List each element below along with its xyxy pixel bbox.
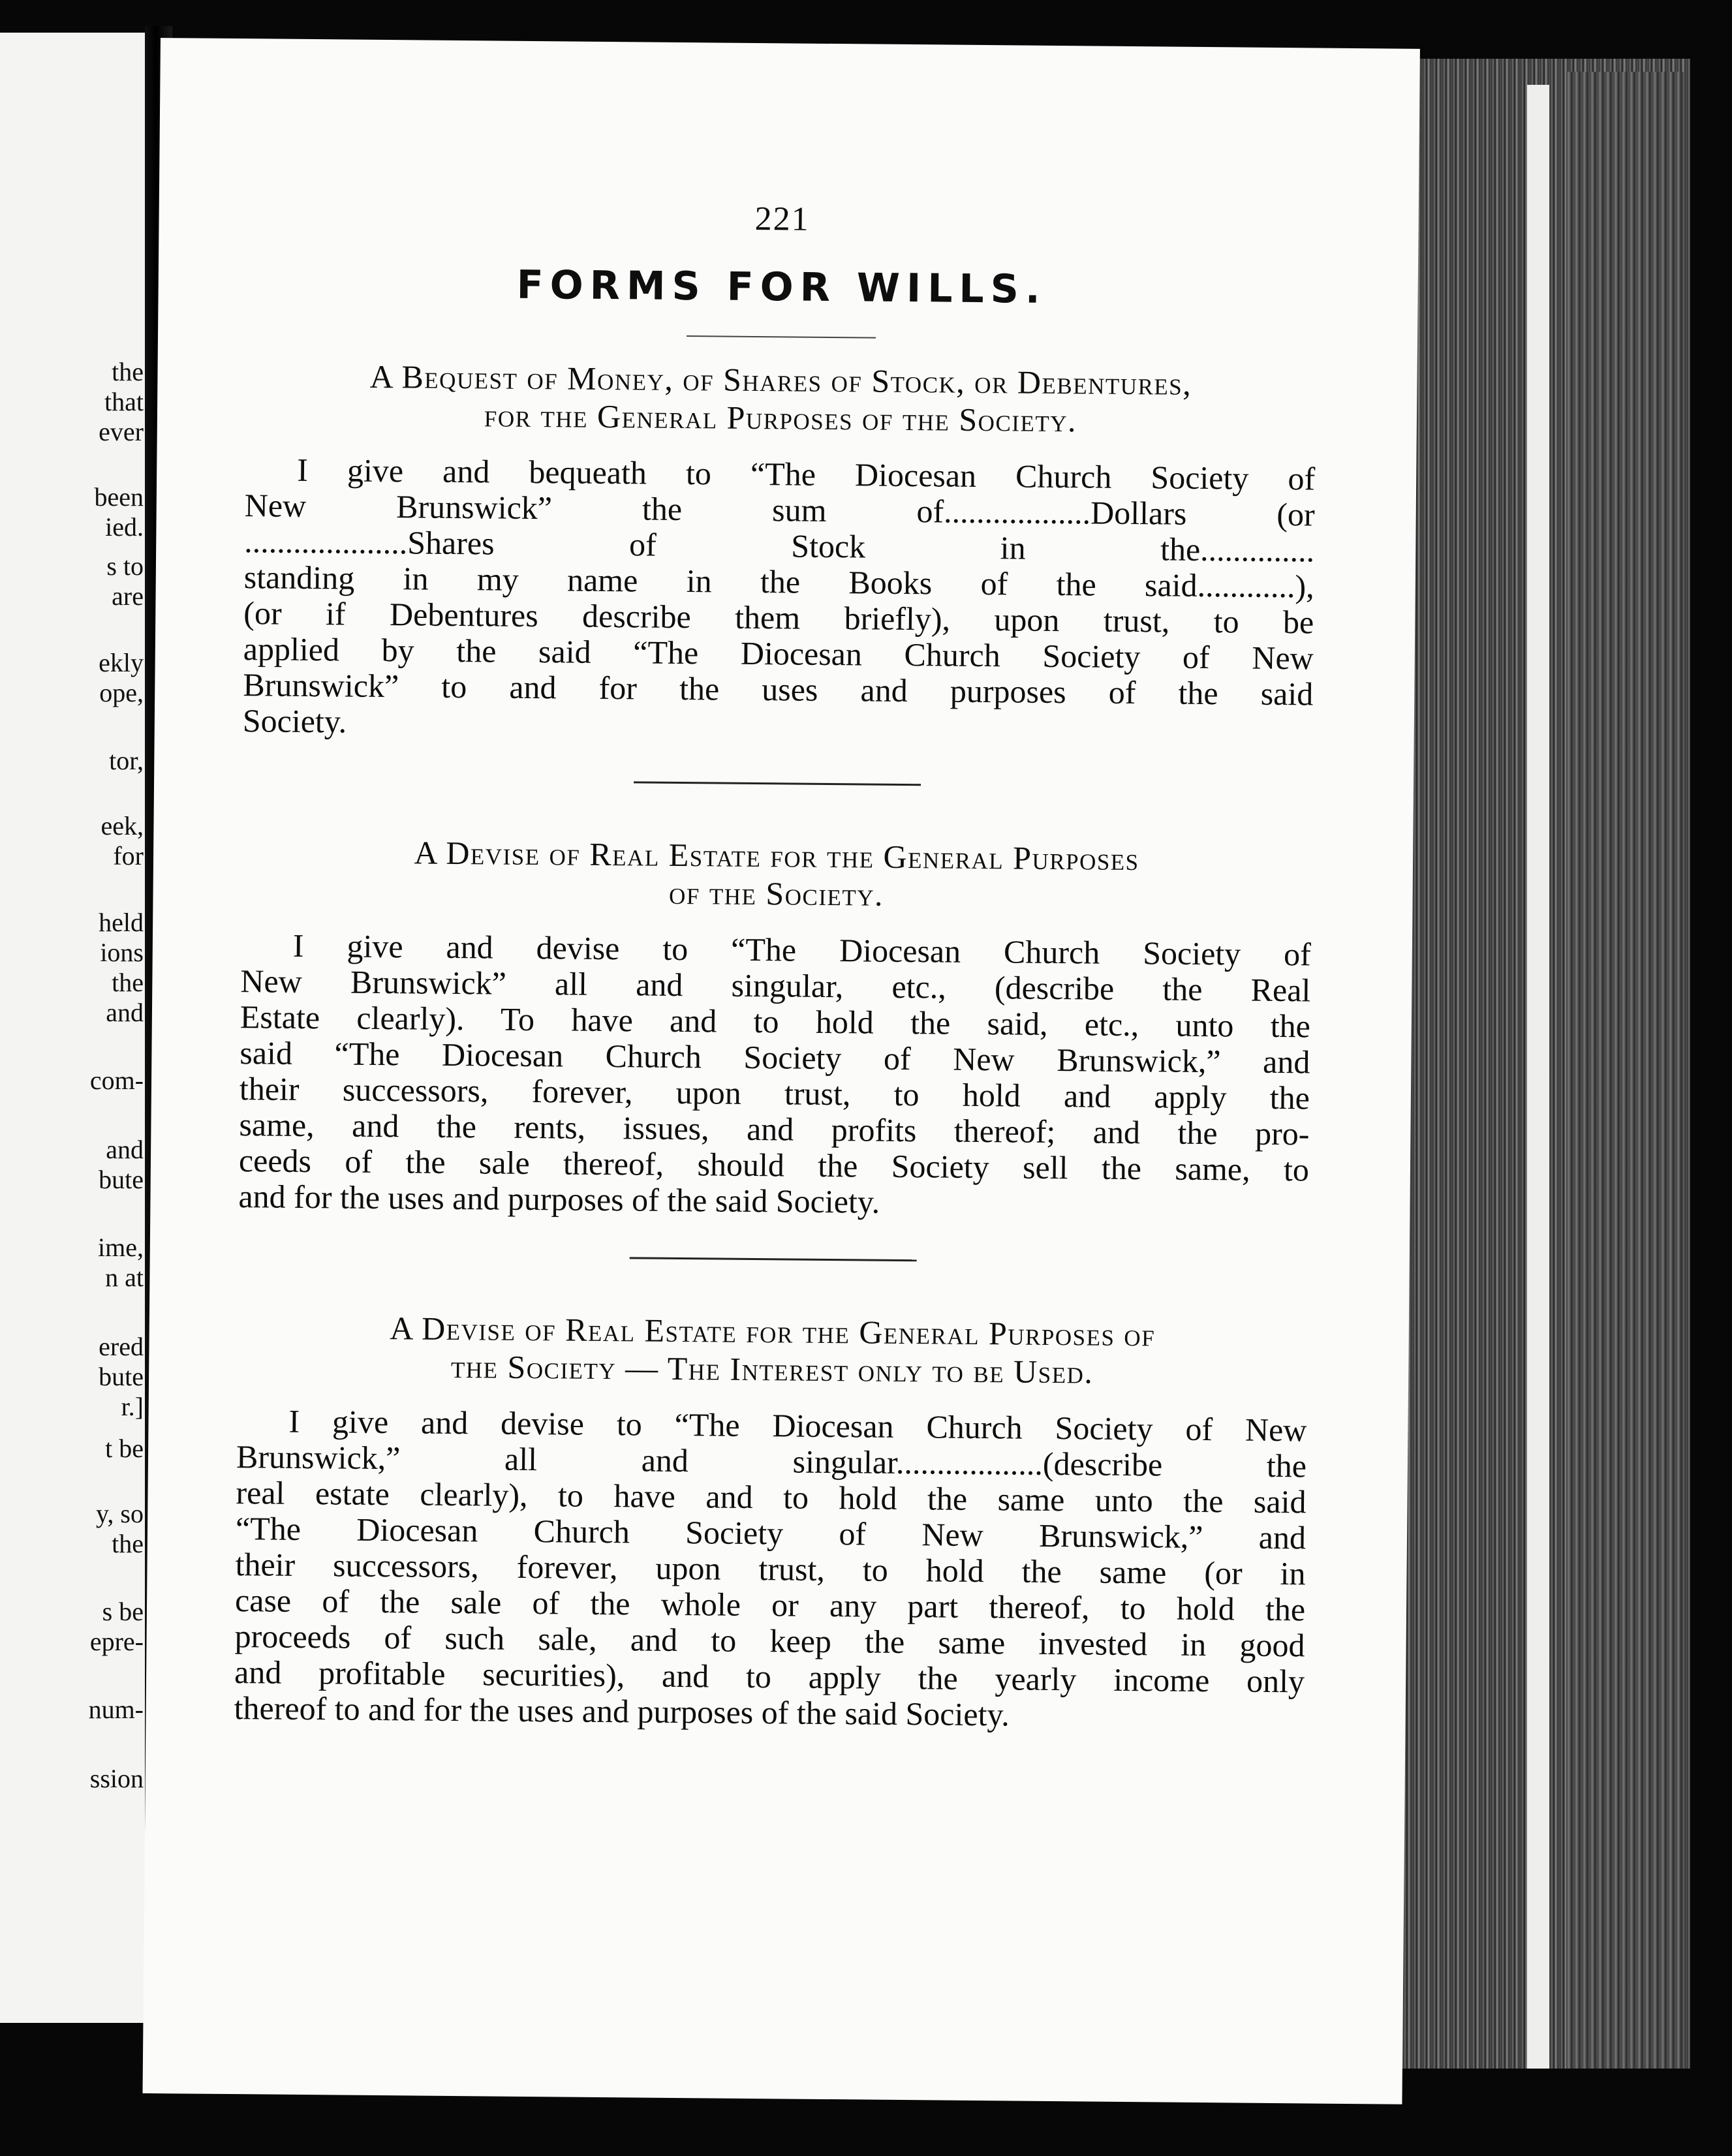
- page-edge-highlight: [1527, 85, 1549, 2069]
- left-page-fragment: for: [113, 841, 144, 870]
- heading-line: A Devise of Real Estate for the General Purposes of: [390, 1310, 1156, 1353]
- left-page-fragment: that: [104, 387, 144, 416]
- left-page-fragment: t be: [105, 1434, 144, 1463]
- section-heading: [237, 1308, 1308, 1393]
- paragraph-line: said “The Diocesan Church Society of New Brunswick,” and: [240, 1034, 1310, 1081]
- paragraph-line: their successors, forever, upon trust, to hold the same (or in: [235, 1546, 1306, 1592]
- paragraph-line: (or if Debentures describe them briefly), upon trust, to be: [243, 594, 1314, 641]
- paragraph-line: “The Diocesan Church Society of New Brunswick,” and: [235, 1510, 1307, 1556]
- paragraph-line: and profitable securities), and to apply the yearly income only: [234, 1654, 1305, 1700]
- heading-line: A Bequest of Money, of Shares of Stock, or Debentures,: [369, 358, 1192, 402]
- left-page-fragment: ssion: [89, 1764, 144, 1793]
- left-page-fragment: com-: [89, 1066, 144, 1095]
- left-page-fragment: eek,: [101, 811, 144, 840]
- left-page-fragment: and: [106, 1135, 144, 1164]
- section-bequest-of-money: [243, 356, 1316, 748]
- left-page-fragment: ime,: [98, 1233, 144, 1262]
- section-devise-interest-only: [234, 1308, 1308, 1735]
- paragraph-line: Brunswick,” all and singular..................(describe the: [236, 1438, 1307, 1485]
- left-page-fragment: s be: [102, 1597, 144, 1626]
- left-page-fragment: the: [112, 1529, 144, 1558]
- left-facing-page: [0, 33, 145, 2023]
- paragraph-line: ceeds of the sale thereof, should the Society sell the same, to: [238, 1142, 1310, 1188]
- left-page-fragment: y, so: [96, 1499, 144, 1528]
- left-page-fragment: the: [112, 357, 144, 386]
- paragraph-line: I give and devise to “The Diocesan Church Society of New: [288, 1402, 1307, 1449]
- paragraph-line: Estate clearly). To have and to hold the said, etc., unto the: [240, 998, 1311, 1045]
- left-page-fragment: ope,: [99, 678, 144, 707]
- title-divider: [687, 335, 876, 339]
- section-divider: [630, 1257, 917, 1261]
- left-page-fragment: bute: [99, 1362, 144, 1391]
- paragraph-line: I give and devise to “The Diocesan Church Society of: [292, 927, 1312, 973]
- paragraph-line: and for the uses and purposes of the said Society.: [238, 1178, 880, 1220]
- left-page-fragment: are: [112, 581, 144, 611]
- left-page-fragment: ekly: [99, 648, 144, 677]
- left-page-fragment: num-: [88, 1695, 144, 1724]
- page-edge-outer: [1566, 72, 1684, 2069]
- section-paragraph: [238, 927, 1311, 1224]
- page-content: [234, 195, 1317, 1735]
- left-page-fragment: n at: [105, 1263, 144, 1292]
- paragraph-line: thereof to and for the uses and purposes of the said Society.: [234, 1689, 1010, 1733]
- paragraph-line: real estate clearly), to have and to hold the same unto the said: [236, 1474, 1307, 1520]
- left-page-fragment: epre-: [89, 1627, 144, 1656]
- paragraph-line: proceeds of such sale, and to keep the same invested in good: [234, 1618, 1305, 1664]
- heading-line: A Devise of Real Estate for the General Purposes: [414, 834, 1139, 878]
- paragraph-line: New Brunswick” the sum of..................Dollars (or: [244, 487, 1315, 533]
- paragraph-line: Society.: [242, 702, 347, 740]
- page-number: 221: [754, 200, 810, 238]
- paragraph-line: ....................Shares of Stock in the..............: [244, 523, 1315, 569]
- paragraph-line: standing in my name in the Books of the said............),: [243, 559, 1314, 605]
- left-page-fragment: and: [106, 998, 144, 1027]
- page-title: FORMS FOR WILLS.: [516, 262, 1047, 313]
- section-paragraph: [243, 452, 1316, 748]
- left-page-fragment: held: [99, 908, 144, 937]
- paragraph-line: New Brunswick” all and singular, etc., (describe the Real: [240, 962, 1311, 1009]
- paragraph-line: case of the sale of the whole or any part thereof, to hold the: [234, 1582, 1306, 1628]
- left-page-fragment: been: [94, 482, 144, 512]
- paragraph-line: Brunswick” to and for the uses and purposes of the said: [243, 666, 1314, 713]
- heading-line: of the Society.: [668, 874, 884, 913]
- paragraph-line: same, and the rents, issues, and profits thereof; and the pro-: [239, 1106, 1310, 1152]
- left-page-fragment: ever: [99, 417, 144, 446]
- paragraph-line: applied by the said “The Diocesan Church Society of New: [243, 630, 1314, 677]
- section-heading: [245, 356, 1316, 441]
- section-devise-real-estate: [238, 832, 1312, 1224]
- heading-line: the Society — The Interest only to be Used.: [450, 1348, 1094, 1391]
- section-heading: [241, 832, 1312, 917]
- left-page-fragment: bute: [99, 1165, 144, 1194]
- left-page-fragment: ied.: [105, 512, 144, 542]
- section-divider: [634, 781, 921, 786]
- paragraph-line: I give and bequeath to “The Diocesan Church Society of: [296, 451, 1316, 497]
- left-page-fragment: ions: [100, 938, 144, 967]
- paragraph-line: their successors, forever, upon trust, to hold and apply the: [239, 1070, 1310, 1116]
- heading-line: for the General Purposes of the Society.: [484, 397, 1077, 439]
- left-page-fragment: the: [112, 968, 144, 997]
- left-page-fragment: r.]: [121, 1392, 144, 1421]
- left-page-fragment: ered: [99, 1332, 144, 1361]
- section-paragraph: [234, 1403, 1307, 1735]
- left-page-fragment: tor,: [109, 746, 144, 775]
- main-page: [143, 38, 1420, 2104]
- left-page-fragment: s to: [106, 551, 144, 581]
